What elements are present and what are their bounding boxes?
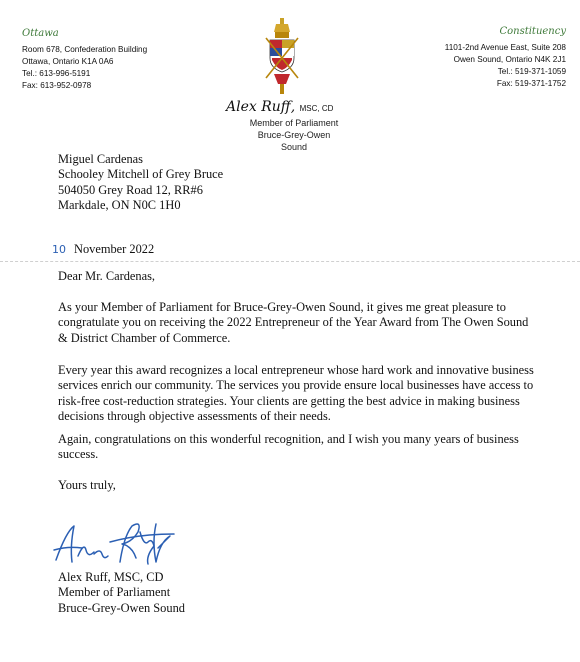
header-riding-line: Bruce-Grey-Owen Sound bbox=[257, 130, 331, 152]
ottawa-address-line: Ottawa, Ontario K1A 0A6 bbox=[22, 57, 114, 66]
paragraph: As your Member of Parliament for Bruce-Grey-Owen Sound, it gives me great pleasure to congratulate you on receiving the 2022 Entrepreneur of the Year Award from The Owen Sound & District Chamber of Commerce. bbox=[58, 300, 529, 345]
constituency-phone: Tel.: 519-371-1059 bbox=[497, 67, 566, 76]
closing: Yours truly, bbox=[58, 478, 116, 492]
recipient-address bbox=[58, 152, 223, 214]
mp-name-text: Alex Ruff, bbox=[226, 99, 296, 115]
header-title bbox=[248, 117, 340, 153]
signature-block bbox=[58, 570, 185, 616]
constituency-fax: Fax: 519-371-1752 bbox=[496, 79, 566, 88]
paragraph: Every year this award recognizes a local entrepreneur whose hard work and innovative business services enrich our community. The services you provide ensure local businesses have access to risk-free cost-reduction strategies. Your clients are getting the best advice in making business decisions through objective assessments of their needs. bbox=[58, 363, 534, 424]
house-of-commons-crest-icon bbox=[262, 18, 302, 96]
constituency-heading: Constituency bbox=[499, 26, 566, 37]
recipient-name: Miguel Cardenas bbox=[58, 152, 143, 166]
ottawa-address-line: Room 678, Confederation Building bbox=[22, 45, 148, 54]
ottawa-phone: Tel.: 613-996-5191 bbox=[22, 69, 91, 78]
ottawa-fax: Fax: 613-952-0978 bbox=[22, 81, 92, 90]
ottawa-heading: Ottawa bbox=[22, 28, 59, 39]
recipient-company: Schooley Mitchell of Grey Bruce bbox=[58, 167, 224, 182]
salutation: Dear Mr. Cardenas, bbox=[58, 269, 156, 283]
handwritten-day: 10 bbox=[52, 243, 66, 256]
constituency-address-line: Owen Sound, Ontario N4K 2J1 bbox=[453, 55, 566, 64]
signer-title: Member of Parliament bbox=[58, 585, 171, 600]
handwritten-signature-icon bbox=[48, 512, 178, 572]
fold-divider bbox=[0, 261, 580, 262]
mp-credentials: MSC, CD bbox=[299, 104, 334, 113]
signer-name: Alex Ruff, MSC, CD bbox=[58, 570, 164, 584]
letter-date bbox=[52, 242, 154, 257]
mp-name bbox=[226, 99, 333, 115]
constituency-address-line: 1101-2nd Avenue East, Suite 208 bbox=[444, 43, 566, 52]
paragraph: Again, congratulations on this wonderful recognition, and I wish you many years of business success. bbox=[58, 432, 519, 462]
header-title-line: Member of Parliament bbox=[249, 118, 339, 128]
constituency-address bbox=[445, 42, 566, 90]
recipient-city: Markdale, ON N0C 1H0 bbox=[58, 198, 181, 213]
signer-riding: Bruce-Grey-Owen Sound bbox=[58, 600, 185, 615]
ottawa-address bbox=[22, 44, 147, 92]
date-text: November 2022 bbox=[74, 242, 155, 256]
recipient-street: 504050 Grey Road 12, RR#6 bbox=[58, 182, 203, 197]
